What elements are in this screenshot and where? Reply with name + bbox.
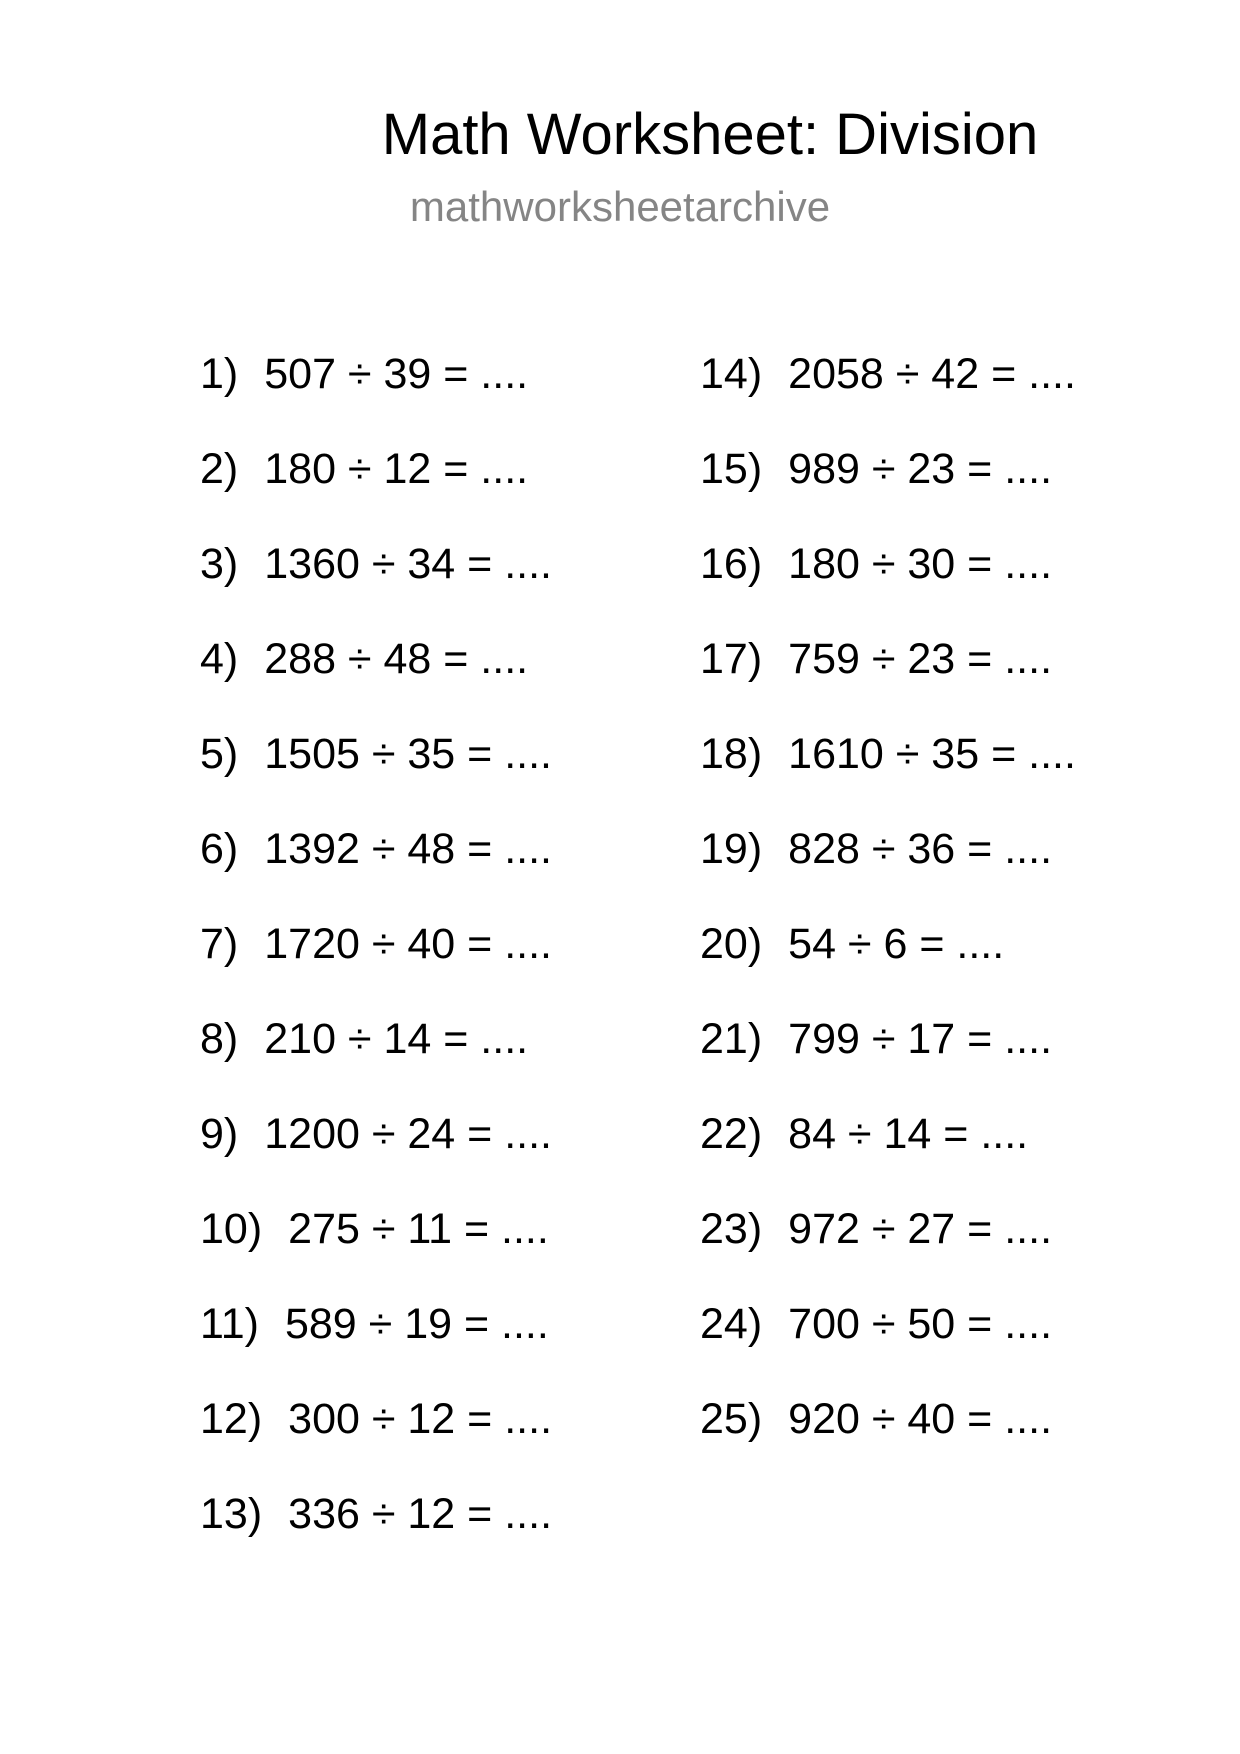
problem-item [700, 725, 1076, 820]
problem-item [700, 1200, 1076, 1295]
problem-item [700, 1105, 1076, 1200]
problem-item [700, 440, 1076, 535]
problem-list-left [200, 345, 552, 1580]
problem-item [200, 725, 552, 820]
problem-item [200, 1485, 552, 1580]
problem-item [200, 1105, 552, 1200]
problem-item [700, 820, 1076, 915]
problem-number: 24) [700, 1300, 763, 1348]
problem-number: 14) [700, 350, 763, 398]
problem-expression: 54 ÷ 6 = .... [788, 920, 1005, 968]
problem-item [700, 630, 1076, 725]
problem-expression: 828 ÷ 36 = .... [788, 825, 1053, 873]
problem-number: 2) [200, 445, 239, 493]
problem-item [200, 345, 552, 440]
problem-number: 25) [700, 1395, 763, 1443]
problem-item [700, 1390, 1076, 1485]
problem-number: 6) [200, 825, 239, 873]
problem-expression: 2058 ÷ 42 = .... [788, 350, 1076, 398]
problem-number: 7) [200, 920, 239, 968]
problem-number: 11) [200, 1300, 259, 1348]
problem-list-right [700, 345, 1076, 1485]
problem-number: 15) [700, 445, 763, 493]
problem-item [200, 1200, 552, 1295]
problem-expression: 507 ÷ 39 = .... [264, 350, 529, 398]
problem-number: 8) [200, 1015, 239, 1063]
page-subtitle: mathworksheetarchive [409, 183, 831, 230]
problem-item [200, 1010, 552, 1105]
problem-item [700, 535, 1076, 630]
problem-item [200, 630, 552, 725]
problem-number: 16) [700, 540, 763, 588]
problem-expression: 759 ÷ 23 = .... [788, 635, 1053, 683]
problem-expression: 1610 ÷ 35 = .... [788, 730, 1076, 778]
problem-item [200, 440, 552, 535]
problem-number: 5) [200, 730, 239, 778]
problem-expression: 989 ÷ 23 = .... [788, 445, 1053, 493]
problem-number: 3) [200, 540, 239, 588]
problem-expression: 920 ÷ 40 = .... [788, 1395, 1053, 1443]
problem-expression: 300 ÷ 12 = .... [288, 1395, 553, 1443]
problem-expression: 799 ÷ 17 = .... [788, 1015, 1053, 1063]
problem-item [200, 820, 552, 915]
problem-number: 4) [200, 635, 239, 683]
problem-expression: 288 ÷ 48 = .... [264, 635, 529, 683]
problem-expression: 336 ÷ 12 = .... [288, 1490, 553, 1538]
problem-item [700, 915, 1076, 1010]
problem-expression: 1360 ÷ 34 = .... [264, 540, 553, 588]
problem-item [200, 915, 552, 1010]
problem-number: 19) [700, 825, 763, 873]
problem-number: 21) [700, 1015, 763, 1063]
problem-item [200, 1390, 552, 1485]
problem-item [700, 345, 1076, 440]
problem-number: 18) [700, 730, 763, 778]
problem-number: 22) [700, 1110, 763, 1158]
problem-expression: 1505 ÷ 35 = .... [264, 730, 553, 778]
problem-expression: 180 ÷ 30 = .... [788, 540, 1053, 588]
problem-number: 10) [200, 1205, 263, 1253]
problem-expression: 84 ÷ 14 = .... [788, 1110, 1029, 1158]
problem-expression: 1200 ÷ 24 = .... [264, 1110, 553, 1158]
problem-expression: 700 ÷ 50 = .... [788, 1300, 1053, 1348]
problem-number: 1) [200, 350, 239, 398]
problem-number: 13) [200, 1490, 263, 1538]
problem-item [200, 535, 552, 630]
problem-expression: 1720 ÷ 40 = .... [264, 920, 553, 968]
problem-item [200, 1295, 552, 1390]
problem-expression: 589 ÷ 19 = .... [284, 1300, 549, 1348]
problem-item [700, 1295, 1076, 1390]
problem-expression: 210 ÷ 14 = .... [264, 1015, 529, 1063]
problem-number: 9) [200, 1110, 239, 1158]
problem-expression: 972 ÷ 27 = .... [788, 1205, 1053, 1253]
problem-expression: 180 ÷ 12 = .... [264, 445, 529, 493]
problem-number: 20) [700, 920, 763, 968]
problem-number: 23) [700, 1205, 763, 1253]
problem-number: 17) [700, 635, 763, 683]
problem-expression: 1392 ÷ 48 = .... [264, 825, 553, 873]
problem-expression: 275 ÷ 11 = .... [288, 1205, 549, 1253]
problem-number: 12) [200, 1395, 263, 1443]
problem-item [700, 1010, 1076, 1105]
page-title: Math Worksheet: Division [381, 102, 1039, 167]
